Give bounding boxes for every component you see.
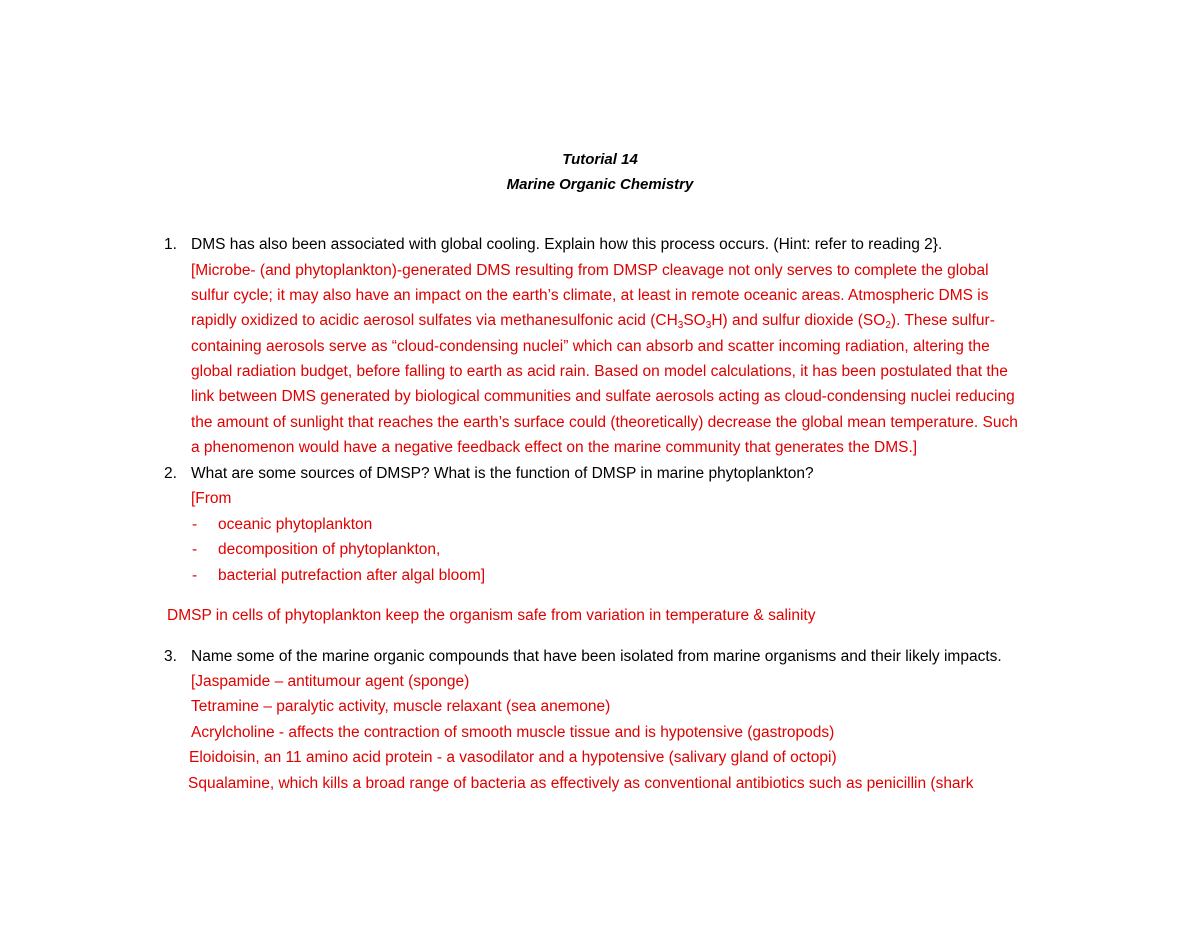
q3-answer-item: [Jaspamide – antitumour agent (sponge) [191,673,470,690]
q1-answer-line: a phenomenon would have a negative feedback effect on the marine community that generates the DMS.] [191,439,918,456]
q3-answer-item: Eloidoisin, an 11 amino acid protein - a vasodilator and a hypotensive (salivary gland of octopi) [189,749,837,766]
q3-answer-item: Tetramine – paralytic activity, muscle relaxant (sea anemone) [191,698,611,715]
list-dash: - [192,541,198,558]
q2-answer-intro: [From [191,490,232,507]
q1-answer-text: SO [683,312,706,329]
q1-answer-line: the amount of sunlight that reaches the earth’s surface could (theoretically) decrease the global mean temperature. Such [191,414,1018,431]
subscript: 2 [885,320,891,331]
list-dash: - [192,516,198,533]
list-dash: - [192,567,198,584]
q1-answer-line: link between DMS generated by biological communities and sulfate aerosols acting as cloud-condensing nuclei reducing [191,388,1015,405]
q2-number: 2. [164,465,177,482]
q2-function-answer: DMSP in cells of phytoplankton keep the organism safe from variation in temperature & salinity [167,607,816,624]
q3-answer-item: Acrylcholine - affects the contraction of smooth muscle tissue and is hypotensive (gastropods) [191,724,835,741]
q2-source-item: decomposition of phytoplankton, [218,541,441,558]
q1-answer-line: [Microbe- (and phytoplankton)-generated DMS resulting from DMSP cleavage not only serves to complete the global [191,262,989,279]
q1-answer-line: containing aerosols serve as “cloud-condensing nuclei” which can absorb and scatter incoming radiation, altering the [191,338,990,355]
q1-answer-line-formula [191,311,995,331]
q2-question: What are some sources of DMSP? What is the function of DMSP in marine phytoplankton? [191,465,814,482]
q2-source-item: bacterial putrefaction after algal bloom] [218,567,486,584]
document-subtitle: Marine Organic Chemistry [506,176,694,193]
q1-answer-text: ). These sulfur- [890,312,995,329]
subscript: 3 [705,320,712,331]
q3-answer-item: Squalamine, which kills a broad range of bacteria as effectively as conventional antibiotics such as penicillin (shark [188,775,974,792]
q2-source-item: oceanic phytoplankton [218,516,373,533]
q1-answer-line: global radiation budget, before falling to earth as acid rain. Based on model calculations, it has been postulated that the [191,363,1008,380]
subscript: 3 [677,320,684,331]
q3-question: Name some of the marine organic compounds that have been isolated from marine organisms and their likely impacts. [191,648,1002,665]
q1-answer-text: rapidly oxidized to acidic aerosol sulfates via methanesulfonic acid (CH [191,312,678,329]
q3-number: 3. [164,648,177,665]
q1-number: 1. [164,236,177,253]
q1-question: DMS has also been associated with global cooling. Explain how this process occurs. (Hint: refer to reading 2}. [191,236,943,253]
q1-answer-text: H) and sulfur dioxide (SO [711,312,886,329]
q1-answer-line: sulfur cycle; it may also have an impact on the earth’s climate, at least in remote oceanic areas. Atmospheric DMS is [191,287,989,304]
document-title: Tutorial 14 [562,151,638,168]
